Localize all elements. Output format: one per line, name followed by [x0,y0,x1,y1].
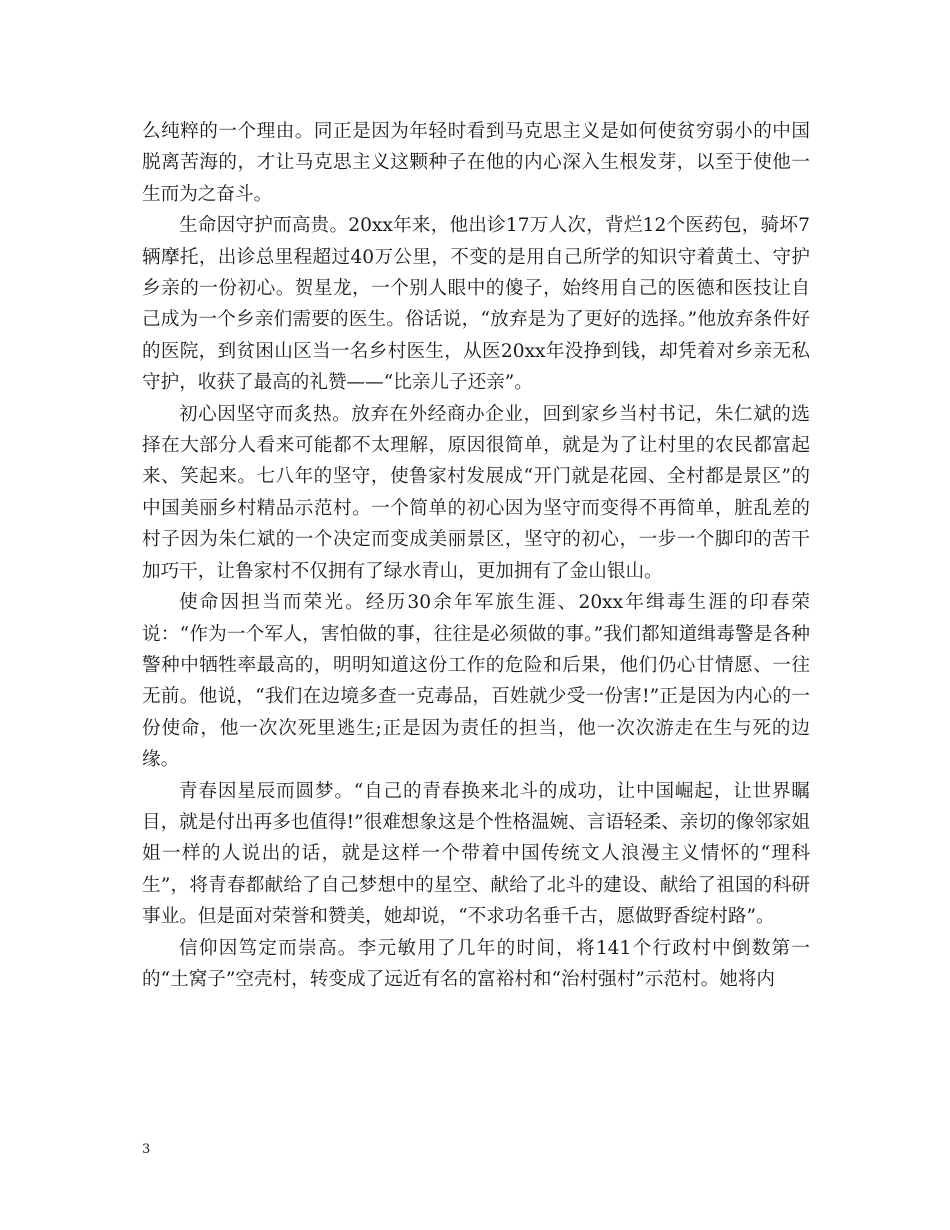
paragraph-original-aspiration: 初心因坚守而炙热。放弃在外经商办企业，回到家乡当村书记，朱仁斌的选择在大部分人看来可能都不太理解，原因很简单，就是为了让村里的农民都富起来、笑起来。七八年的坚守，使鲁家村发展成“开门就是花园、全村都是景区”的中国美丽乡村精品示范村。一个简单的初心因为坚守而变得不再简单，脏乱差的村子因为朱仁斌的一个决定而变成美丽景区，坚守的初心，一步一个脚印的苦干加巧干，让鲁家村不仅拥有了绿水青山，更加拥有了金山银山。 [142,403,810,582]
paragraph-mission-responsibility: 使命因担当而荣光。经历30余年军旅生涯、20xx年缉毒生涯的印春荣说：“作为一个军人，害怕做的事，往往是必须做的事。”我们都知道缉毒警是各种警种中牺牲率最高的，明明知道这份工作的危险和后果，他们仍心甘情愿、一往无前。他说，“我们在边境多查一克毒品，百姓就少受一份害!”正是因为内心的一份使命，他一次次死里逃生;正是因为责任的担当，他一次次游走在生与死的边缘。 [142,592,810,771]
paragraph-life-guarding: 生命因守护而高贵。20xx年来，他出诊17万人次，背烂12个医药包，骑坏7辆摩托，出诊总里程超过40万公里，不变的是用自己所学的知识守着黄土、守护乡亲的一份初心。贺星龙，一个别人眼中的傻子，始终用自己的医德和医技让自己成为一个乡亲们需要的医生。俗话说，“放弃是为了更好的选择。”他放弃条件好的医院，到贫困山区当一名乡村医生，从医20xx年没挣到钱，却凭着对乡亲无私守护，收获了最高的礼赞——“比亲儿子还亲”。 [142,215,810,394]
paragraph-youth-stars: 青春因星辰而圆梦。“自己的青春换来北斗的成功，让中国崛起，让世界瞩目，就是付出再多也值得!”很难想象这是个性格温婉、言语轻柔、亲切的像邻家姐姐一样的人说出的话，就是这样一个带着中国传统文人浪漫主义情怀的“理科生”，将青春都献给了自己梦想中的星空、献给了北斗的建设、献给了祖国的科研事业。但是面对荣誉和赞美，她却说，“不求功名垂千古，愿做野香绽村路”。 [142,780,810,928]
page-number: 3 [142,1142,151,1157]
body-text [142,116,810,995]
paragraph-faith-steadfast: 信仰因笃定而崇高。李元敏用了几年的时间，将141个行政村中倒数第一的“土窝子”空壳村，转变成了远近有名的富裕村和“治村强村”示范村。她将内 [142,937,810,990]
paragraph-continued: 么纯粹的一个理由。同正是因为年轻时看到马克思主义是如何使贫穷弱小的中国脱离苦海的，才让马克思主义这颗种子在他的内心深入生根发芽，以至于使他一生而为之奋斗。 [142,121,810,205]
